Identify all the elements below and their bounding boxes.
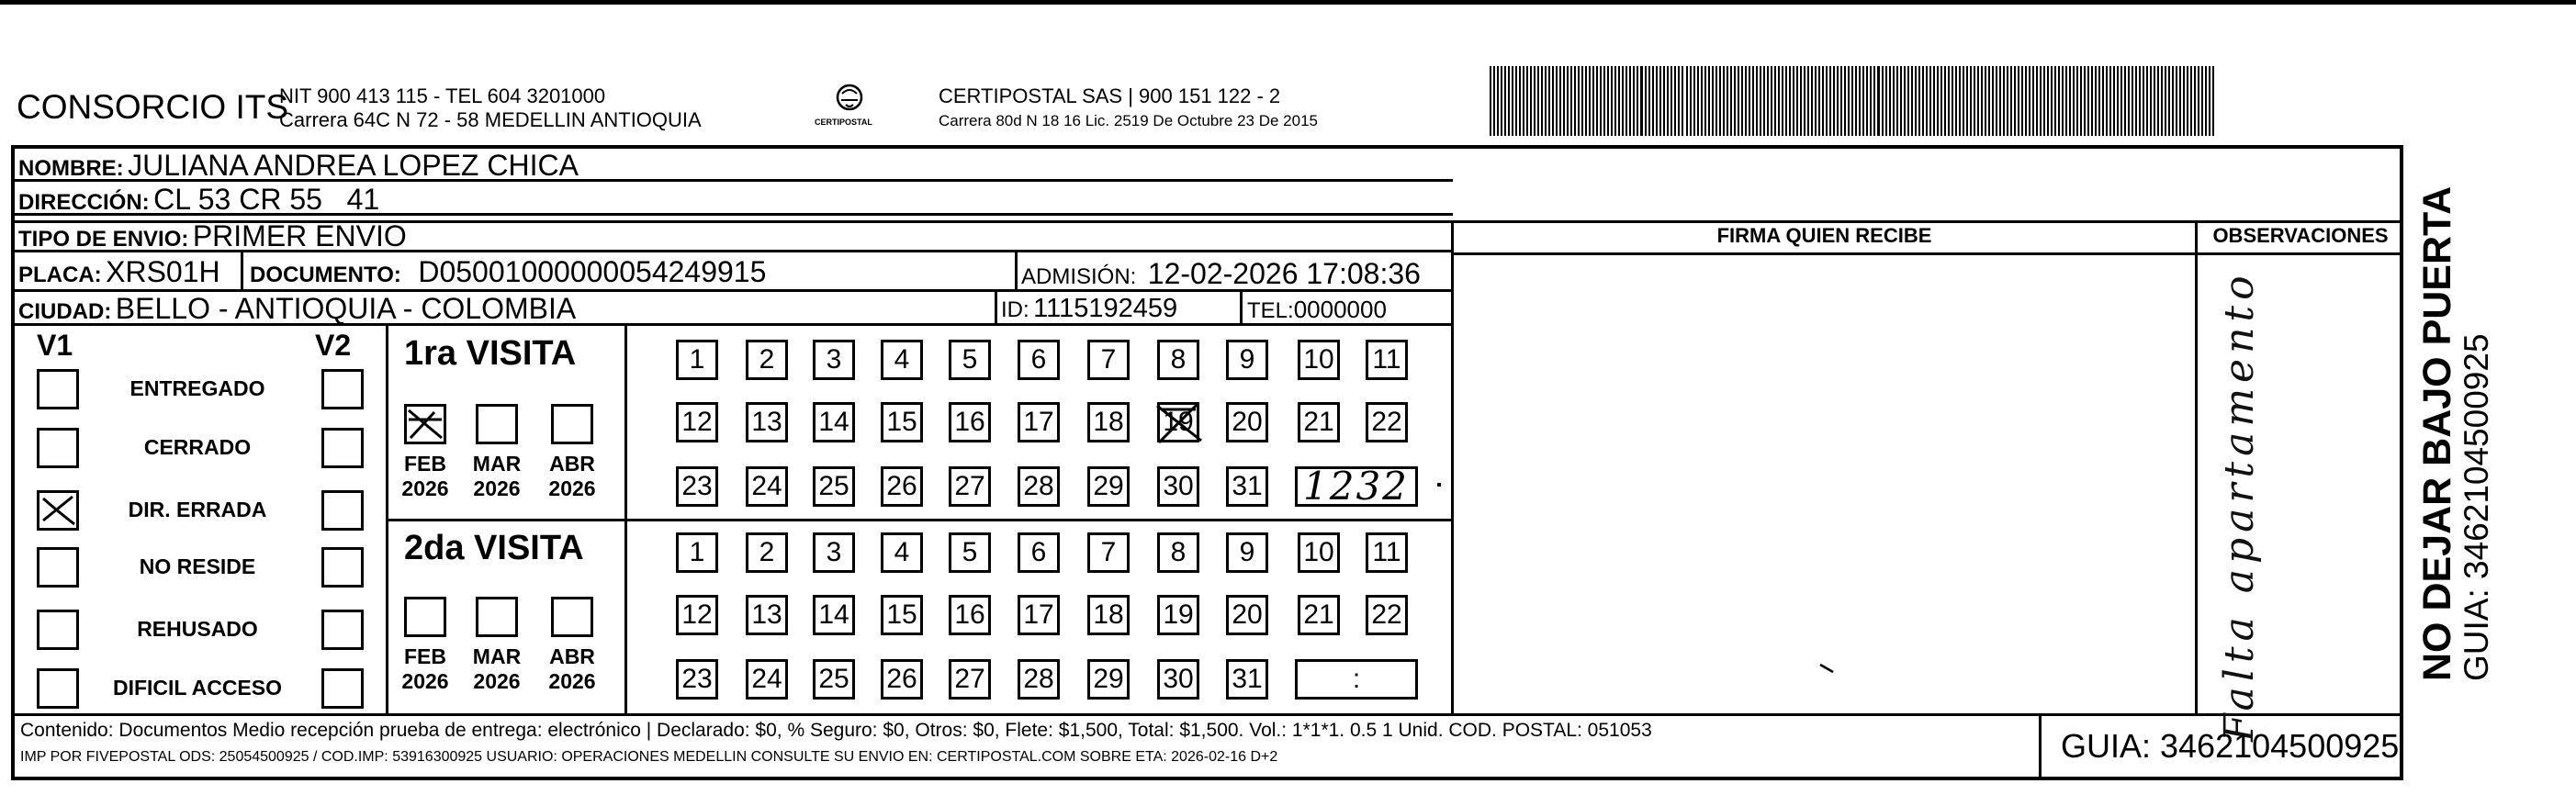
ciudad-value: BELLO - ANTIOQUIA - COLOMBIA: [115, 292, 577, 325]
visit-2-time: :: [1352, 664, 1361, 694]
day-box[interactable]: 4: [881, 340, 923, 380]
day-box[interactable]: 31: [1226, 659, 1268, 700]
status-option-label: NO RESIDE: [139, 554, 256, 578]
status-option-label: CERRADO: [143, 435, 252, 459]
documento-label: DOCUMENTO:: [250, 263, 401, 287]
day-box[interactable]: 7: [1087, 340, 1130, 380]
day-box[interactable]: 24: [746, 466, 788, 507]
row-divider: [386, 519, 624, 521]
day-box[interactable]: 6: [1018, 340, 1060, 380]
day-box[interactable]: 4: [881, 532, 923, 573]
visit-1-time-box[interactable]: [1295, 466, 1418, 507]
ciudad-row: [18, 292, 576, 326]
nombre-row: [18, 149, 579, 183]
v1-header: V1: [37, 329, 73, 362]
admision-value: 12-02-2026 17:08:36: [1147, 257, 1421, 290]
day-box[interactable]: 21: [1298, 595, 1340, 635]
id-row: [1001, 294, 1177, 324]
day-box[interactable]: 26: [881, 659, 923, 700]
day-box[interactable]: 19: [1157, 595, 1199, 635]
v1-checkbox[interactable]: [37, 490, 79, 531]
month-label: MAR 2026: [472, 644, 522, 693]
day-box[interactable]: 28: [1018, 466, 1060, 507]
day-box[interactable]: 23: [676, 466, 718, 507]
status-option-label: DIR. ERRADA: [128, 498, 267, 521]
col-divider: [1240, 289, 1243, 323]
visit-2-title: 2da VISITA: [404, 529, 584, 567]
tipo-row: [18, 219, 407, 253]
day-box[interactable]: 15: [881, 402, 923, 442]
status-option-label: REHUSADO: [137, 617, 258, 641]
day-box[interactable]: 2: [746, 532, 788, 573]
v1-checkbox[interactable]: [37, 369, 79, 409]
visit-1-title: 1ra VISITA: [404, 334, 577, 373]
v2-checkbox[interactable]: [321, 547, 364, 588]
status-option-label: ENTREGADO: [129, 376, 265, 400]
day-box[interactable]: 25: [813, 466, 855, 507]
day-box[interactable]: 16: [949, 402, 991, 442]
day-box[interactable]: 9: [1226, 340, 1268, 380]
status-option-label: DIFICIL ACCESO: [112, 676, 282, 700]
visit-1-time: 1232: [1303, 464, 1409, 509]
day-box[interactable]: 12: [676, 595, 718, 635]
month-label: FEB 2026: [401, 452, 449, 500]
day-box[interactable]: 5: [949, 532, 991, 573]
day-box[interactable]: 29: [1087, 466, 1130, 507]
company-name: CONSORCIO ITS: [17, 88, 289, 126]
day-box[interactable]: 13: [746, 595, 788, 635]
day-box[interactable]: 18: [1087, 402, 1130, 442]
v2-checkbox[interactable]: [321, 369, 364, 409]
top-edge: [0, 0, 2576, 5]
id-value: 1115192459: [1033, 294, 1178, 323]
day-box[interactable]: 28: [1018, 659, 1060, 700]
day-box[interactable]: 20: [1226, 402, 1268, 442]
day-box[interactable]: 12: [676, 402, 718, 442]
day-box[interactable]: 11: [1366, 532, 1408, 573]
day-box[interactable]: 15: [881, 595, 923, 635]
month-checkbox[interactable]: [404, 597, 446, 637]
day-box[interactable]: 5: [949, 340, 991, 380]
footer-guia: GUIA: 3462104500925: [2061, 727, 2400, 765]
day-box[interactable]: 17: [1018, 402, 1060, 442]
carrier-name: CERTIPOSTAL SAS | 900 151 122 - 2: [939, 84, 1281, 107]
side-warning: NO DEJAR BAJO PUERTA: [2415, 185, 2459, 681]
day-box[interactable]: 30: [1157, 466, 1199, 507]
day-box[interactable]: 23: [676, 659, 718, 700]
col-divider: [241, 252, 243, 289]
day-box[interactable]: 17: [1018, 595, 1060, 635]
month-checkbox[interactable]: [551, 404, 593, 444]
documento-row: [250, 255, 766, 289]
placa-value: XRS01H: [106, 255, 220, 288]
admision-label: ADMISIÓN:: [1021, 264, 1137, 289]
logo-text: CERTIPOSTAL: [815, 118, 872, 127]
day-box[interactable]: 10: [1298, 340, 1340, 380]
month-checkbox[interactable]: [404, 404, 446, 444]
visit-2-time-box[interactable]: [1295, 659, 1418, 700]
nombre-value: JULIANA ANDREA LOPEZ CHICA: [128, 149, 579, 182]
v2-checkbox[interactable]: [321, 428, 364, 468]
day-box[interactable]: 21: [1298, 402, 1340, 442]
certipostal-logo: [813, 81, 886, 136]
placa-label: PLACA:: [18, 263, 102, 287]
month-checkbox[interactable]: [476, 404, 518, 444]
day-box[interactable]: 16: [949, 595, 991, 635]
observaciones-area[interactable]: Falta apartamento: [2216, 270, 2263, 742]
day-box[interactable]: 27: [949, 466, 991, 507]
day-box[interactable]: 20: [1226, 595, 1268, 635]
col-divider: [1015, 252, 1018, 289]
documento-value: D05001000000054249915: [418, 255, 767, 288]
placa-row: [18, 255, 220, 289]
col-divider: [2039, 713, 2042, 780]
row-divider: [624, 519, 1453, 521]
id-label: ID:: [1001, 297, 1029, 322]
day-box[interactable]: 8: [1157, 340, 1199, 380]
day-box[interactable]: 14: [813, 402, 855, 442]
tel-label: TEL:: [1247, 298, 1294, 323]
tipo-label: TIPO DE ENVIO:: [18, 227, 189, 252]
carrier-address: Carrera 80d N 18 16 Lic. 2519 De Octubre 23 De 2015: [939, 112, 1318, 129]
month-label: ABR 2026: [548, 452, 596, 500]
signature-area[interactable]: [1454, 255, 2195, 713]
day-box[interactable]: 3: [813, 532, 855, 573]
day-box[interactable]: 8: [1157, 532, 1199, 573]
company-nit: NIT 900 413 115 - TEL 604 3201000: [279, 84, 606, 107]
day-box[interactable]: 26: [881, 466, 923, 507]
day-box[interactable]: 30: [1157, 659, 1199, 700]
v1-checkbox[interactable]: [37, 610, 79, 650]
day-box[interactable]: 29: [1087, 659, 1130, 700]
day-box[interactable]: 6: [1018, 532, 1060, 573]
day-box[interactable]: 24: [746, 659, 788, 700]
day-box[interactable]: 27: [949, 659, 991, 700]
observaciones-header: OBSERVACIONES: [2212, 224, 2389, 247]
day-box[interactable]: 25: [813, 659, 855, 700]
tel-row: [1247, 296, 1387, 324]
v2-checkbox[interactable]: [321, 610, 364, 650]
footer-print-info: IMP POR FIVEPOSTAL ODS: 25054500925 / COD.IMP: 53916300925 USUARIO: OPERACIONES MEDELLIN CONSULTE SU ENVIO EN: CERTIPOSTAL.COM SOBRE ETA: 2026-02-16 D+2: [20, 749, 1278, 765]
day-box[interactable]: 13: [746, 402, 788, 442]
day-box[interactable]: 9: [1226, 532, 1268, 573]
day-checkmark: [1152, 397, 1207, 448]
col-divider: [995, 289, 997, 323]
firma-header: FIRMA QUIEN RECIBE: [1716, 224, 1932, 247]
direccion-value: CL 53 CR 55 41: [153, 183, 380, 216]
direccion-row: [18, 183, 379, 217]
day-box[interactable]: 22: [1366, 595, 1408, 635]
day-box[interactable]: 19: [1157, 402, 1199, 442]
direccion-label: DIRECCIÓN:: [18, 190, 150, 215]
admision-row: [1021, 257, 1421, 291]
month-label: FEB 2026: [401, 644, 449, 693]
tipo-value: PRIMER ENVIO: [192, 219, 407, 252]
nombre-label: NOMBRE:: [18, 156, 124, 181]
month-label: ABR 2026: [548, 644, 596, 693]
day-box[interactable]: 3: [813, 340, 855, 380]
month-label: MAR 2026: [472, 452, 522, 500]
footer-content: Contenido: Documentos Medio recepción prueba de entrega: electrónico | Declarado: $0, % Seguro: $0, Otros: $0, Flete: $1,500, Total: $1,500. Vol.: 1*1*1. 0.5 1 Unid. COD. POSTAL: 051053: [20, 720, 1652, 741]
day-box[interactable]: 1: [676, 340, 718, 380]
company-address: Carrera 64C N 72 - 58 MEDELLIN ANTIOQUIA: [279, 108, 702, 131]
dot-mark: [1437, 483, 1441, 487]
month-checkbox[interactable]: [551, 597, 593, 637]
tel-value: 0000000: [1293, 296, 1387, 323]
day-box[interactable]: 11: [1366, 340, 1408, 380]
v1-checkbox[interactable]: [37, 428, 79, 468]
barcode-icon: [1490, 66, 2221, 136]
footer-divider: [11, 713, 2403, 716]
ciudad-label: CIUDAD:: [18, 299, 112, 324]
side-guia: GUIA: 3462104500925: [2458, 333, 2495, 681]
v1-checkbox[interactable]: [37, 668, 79, 709]
day-box[interactable]: 31: [1226, 466, 1268, 507]
v2-header: V2: [315, 329, 352, 362]
day-box[interactable]: 7: [1087, 532, 1130, 573]
day-box[interactable]: 18: [1087, 595, 1130, 635]
day-box[interactable]: 22: [1366, 402, 1408, 442]
v2-checkbox[interactable]: [321, 490, 364, 531]
day-box[interactable]: 10: [1298, 532, 1340, 573]
v2-checkbox[interactable]: [321, 668, 364, 709]
month-checkbox[interactable]: [476, 597, 518, 637]
day-box[interactable]: 2: [746, 340, 788, 380]
day-box[interactable]: 1: [676, 532, 718, 573]
day-box[interactable]: 14: [813, 595, 855, 635]
v1-checkbox[interactable]: [37, 547, 79, 588]
